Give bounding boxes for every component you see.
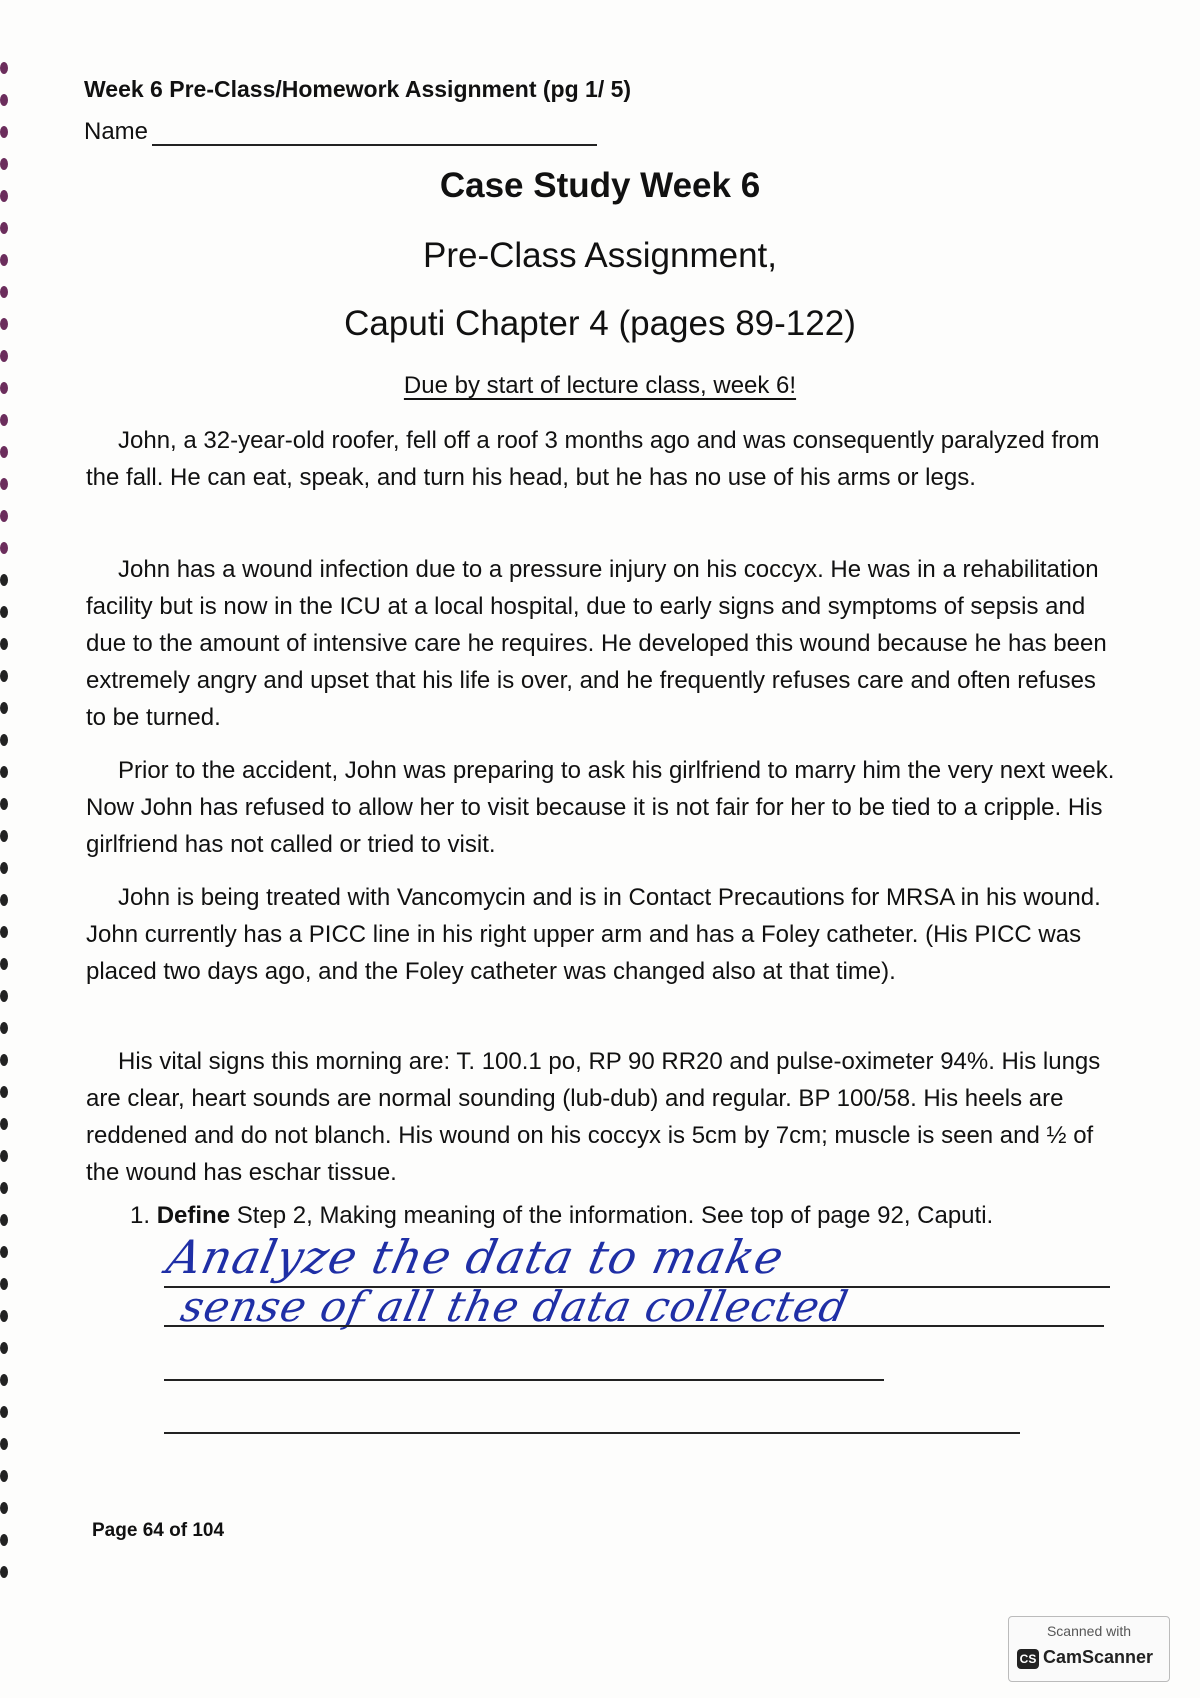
spiral-hole [0, 1278, 8, 1290]
spiral-hole [0, 830, 8, 842]
answer-line[interactable] [164, 1325, 1104, 1327]
answer-line[interactable] [164, 1432, 1020, 1434]
spiral-hole [0, 1214, 8, 1226]
paragraph-text: John, a 32-year-old roofer, fell off a roof 3 months ago and was consequently paralyzed from the fall. He can eat, speak, and turn his head, but he has no use of his arms or legs. [86, 427, 1100, 491]
handwritten-answer-line1: Analyze the data to make [162, 1230, 790, 1284]
spiral-hole [0, 1342, 8, 1354]
spiral-hole [0, 222, 8, 234]
case-study-title: Case Study Week 6 [439, 166, 761, 205]
spiral-hole [0, 94, 8, 106]
spiral-hole [0, 1118, 8, 1130]
due-notice: Due by start of lecture class, week 6! [403, 372, 797, 399]
spiral-hole [0, 1310, 8, 1322]
spiral-hole [0, 894, 8, 906]
spiral-hole [0, 990, 8, 1002]
spiral-hole [0, 702, 8, 714]
spiral-hole [0, 1502, 8, 1514]
case-paragraph [86, 1043, 1116, 1191]
spiral-hole [0, 1086, 8, 1098]
spiral-hole [0, 1566, 8, 1578]
paragraph-text: His vital signs this morning are: T. 100.1 po, RP 90 RR20 and pulse-oximeter 94%. His lungs are clear, heart sounds are normal sounding (lub-dub) and regular. BP 100/58. His heels are reddened and do not blanch. His wound on his coccyx is 5cm by 7cm; muscle is seen and ½ of the wound has eschar tissue. [86, 1048, 1101, 1186]
spiral-hole [0, 350, 8, 362]
spiral-hole [0, 1054, 8, 1066]
paragraph-text: John is being treated with Vancomycin and is in Contact Precautions for MRSA in his wound. John currently has a PICC line in his right upper arm and has a Foley catheter. (His PICC was placed two days ago, and the Foley catheter was changed also at that time). [86, 884, 1101, 985]
spiral-hole [0, 542, 8, 554]
case-paragraph [86, 551, 1116, 736]
spiral-hole [0, 606, 8, 618]
spiral-hole [0, 734, 8, 746]
assignment-header: Week 6 Pre-Class/Homework Assignment (pg 1/ 5) [84, 76, 632, 102]
page-number: Page 64 of 104 [92, 1520, 225, 1541]
spiral-hole [0, 1150, 8, 1162]
spiral-hole [0, 1246, 8, 1258]
spiral-hole [0, 766, 8, 778]
question-1 [130, 1202, 993, 1230]
spiral-hole [0, 414, 8, 426]
watermark-brand: CamScanner [1043, 1647, 1154, 1667]
spiral-hole [0, 1534, 8, 1546]
spiral-hole [0, 958, 8, 970]
spiral-hole [0, 286, 8, 298]
question-keyword: Define [156, 1202, 231, 1229]
spiral-hole [0, 670, 8, 682]
handwritten-answer-line2: sense of all the data collected [176, 1282, 853, 1331]
spiral-hole [0, 1406, 8, 1418]
spiral-hole [0, 798, 8, 810]
name-label: Name [84, 118, 149, 145]
spiral-hole [0, 574, 8, 586]
spiral-hole [0, 446, 8, 458]
spiral-hole [0, 1438, 8, 1450]
spiral-hole [0, 1374, 8, 1386]
spiral-hole [0, 478, 8, 490]
spiral-hole [0, 1022, 8, 1034]
spiral-hole [0, 62, 8, 74]
spiral-hole [0, 926, 8, 938]
question-text: Step 2, Making meaning of the information. See top of page 92, Caputi. [236, 1202, 994, 1229]
spiral-hole [0, 510, 8, 522]
case-paragraph [86, 752, 1116, 863]
spiral-hole [0, 862, 8, 874]
paragraph-text: John has a wound infection due to a pressure injury on his coccyx. He was in a rehabilitation facility but is now in the ICU at a local hospital, due to early signs and symptoms of sepsis and due to the amount of intensive care he requires. He developed this wound because he has been extremely angry and upset that his life is over, and he frequently refuses care and often refuses to be turned. [86, 556, 1107, 731]
spiral-hole [0, 638, 8, 650]
spiral-binding [0, 60, 14, 1580]
chapter-subtitle: Caputi Chapter 4 (pages 89-122) [344, 304, 856, 343]
paragraph-text: Prior to the accident, John was preparing to ask his girlfriend to marry him the very next week. Now John has refused to allow her to visit because it is not fair for her to be tied to a cripple. His girlfriend has not called or tried to visit. [86, 757, 1115, 858]
spiral-hole [0, 1182, 8, 1194]
name-field-line [152, 122, 597, 146]
camscanner-logo-icon: CS [1017, 1649, 1039, 1669]
question-number: 1. [130, 1202, 151, 1229]
answer-line[interactable] [164, 1286, 1110, 1288]
watermark-caption: Scanned with [1046, 1623, 1132, 1639]
pre-class-subtitle: Pre-Class Assignment, [422, 236, 778, 275]
name-row [84, 118, 597, 146]
spiral-hole [0, 1470, 8, 1482]
spiral-hole [0, 126, 8, 138]
answer-line[interactable] [164, 1379, 884, 1381]
case-paragraph [86, 422, 1116, 496]
camscanner-watermark [1008, 1616, 1170, 1682]
case-paragraph [86, 879, 1116, 990]
